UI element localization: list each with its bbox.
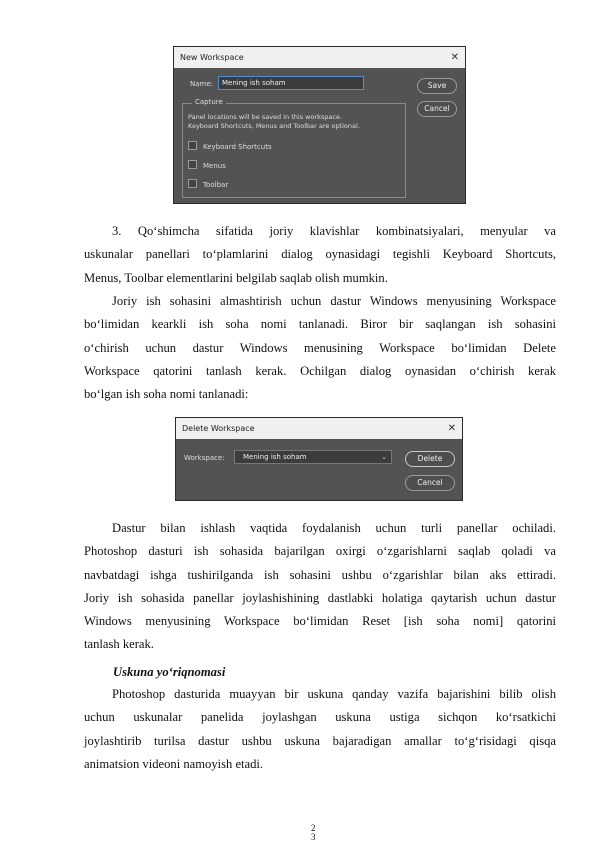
text-line: Photoshop dasturi ish sohasida bajarilgan oxirgi o‘zgarishlarni saqlab qoladi va <box>84 544 556 559</box>
capture-info <box>188 113 403 131</box>
text-line: Windows menyusining Workspace bo‘limidan Reset [ish soha nomi] qatorini <box>84 614 556 629</box>
dialog-title: Delete Workspace <box>176 418 462 439</box>
toolbar-checkbox[interactable] <box>188 179 228 189</box>
paragraph-2 <box>84 290 556 406</box>
cancel-button[interactable]: Cancel <box>405 475 455 491</box>
text-line: tanlash kerak. <box>84 637 154 652</box>
paragraph-1 <box>84 220 556 290</box>
menus-checkbox[interactable] <box>188 160 226 170</box>
info-line: Panel locations will be saved in this workspace. <box>188 113 343 121</box>
delete-button[interactable]: Delete <box>405 451 455 467</box>
delete-workspace-dialog <box>175 417 463 501</box>
paragraph-3 <box>84 517 556 657</box>
text-line: Dastur bilan ishlash vaqtida foydalanish uchun turli panellar ochiladi. <box>112 521 556 535</box>
checkbox-icon <box>188 160 197 169</box>
text-line: Joriy ish sohasini almashtirish uchun dastur Windows menyusining Workspace <box>112 294 556 308</box>
text-line: bo‘lgan ish soha nomi tanlanadi: <box>84 387 249 402</box>
save-button[interactable]: Save <box>417 78 457 94</box>
workspace-label: Workspace: <box>184 454 225 462</box>
workspace-select[interactable] <box>234 450 392 464</box>
page-number-digit: 3 <box>311 832 316 842</box>
page-number <box>311 824 316 842</box>
checkbox-label: Menus <box>203 162 226 170</box>
dialog-title: New Workspace <box>174 47 465 68</box>
selected-value: Mening ish soham <box>243 453 307 461</box>
keyboard-shortcuts-checkbox[interactable] <box>188 141 272 151</box>
text-line: o‘chirish uchun dastur Windows menusining Workspace bo‘limidan Delete <box>84 340 556 355</box>
new-workspace-dialog <box>173 46 466 204</box>
text-line: 3. Qo‘shimcha sifatida joriy klavishlar kombinatsiyalari, menyular va <box>112 224 556 238</box>
text-line: uchun uskunalar panelida joylashgan uskuna ustiga sichqon ko‘rsatkichi <box>84 710 556 725</box>
section-heading: Uskuna yo‘riqnomasi <box>113 665 226 679</box>
close-icon[interactable]: ✕ <box>450 52 459 63</box>
text-line: Photoshop dasturida muayyan bir uskuna qanday vazifa bajarishini bilib olish <box>112 687 556 701</box>
text-line: Joriy ish sohasida panellar joylashishining dastlabki holatiga qaytarish uchun dastur <box>84 590 556 605</box>
text-line: animatsion videoni namoyish etadi. <box>84 756 264 771</box>
text-line: joylashtirib turilsa dastur ushbu uskuna bajaradigan amallar to‘g‘risidagi qisqa <box>84 733 556 748</box>
close-icon[interactable]: ✕ <box>447 423 456 434</box>
paragraph-4 <box>84 683 556 776</box>
text-line: navbatdagi ishga tushirilganda ish sohasini ushbu o‘zgarishlar bilan aks ettiradi. <box>84 567 556 582</box>
name-input[interactable]: Mening ish soham <box>218 76 364 90</box>
text-line: Workspace qatorini tanlash kerak. Ochilgan dialog oynasidan o‘chirish kerak <box>84 363 556 378</box>
text-line: Menus, Toolbar elementlarini belgilab saqlab olish mumkin. <box>84 270 388 285</box>
text-line: bo‘limidan kearkli ish soha nomi tanlanadi. Biror bir saqlangan ish sohasini <box>84 317 556 332</box>
name-label: Name: <box>190 80 214 88</box>
checkbox-label: Toolbar <box>203 181 229 189</box>
page-number-digit: 2 <box>311 823 316 833</box>
checkbox-label: Keyboard Shortcuts <box>203 143 272 151</box>
text-line: uskunalar panellari to‘plamlarini dialog oynasidagi tegishli Keyboard Shortcuts, <box>84 247 556 262</box>
chevron-down-icon: ⌄ <box>381 453 387 461</box>
checkbox-icon <box>188 141 197 150</box>
capture-legend: Capture <box>192 98 226 106</box>
info-line: Keyboard Shortcuts, Menus and Toolbar are optional. <box>188 122 360 130</box>
checkbox-icon <box>188 179 197 188</box>
cancel-button[interactable]: Cancel <box>417 101 457 117</box>
